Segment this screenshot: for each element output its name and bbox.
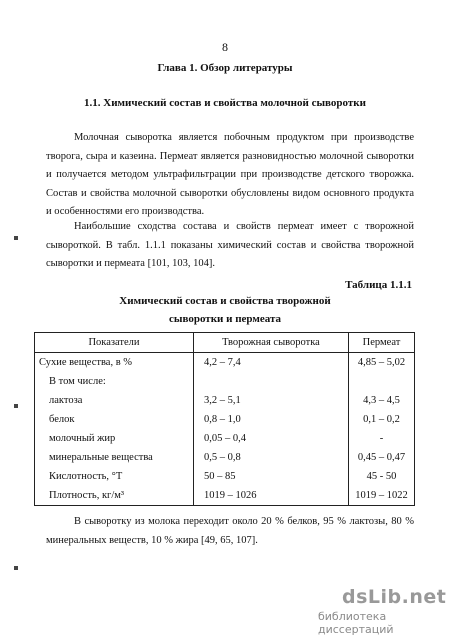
header-permeate: Пермеат	[349, 333, 415, 353]
composition-table	[34, 332, 415, 506]
table-row	[35, 410, 415, 429]
table-row	[35, 467, 415, 486]
table-label: Таблица 1.1.1	[345, 279, 412, 291]
row-permeate-value: 0,1 – 0,2	[349, 410, 415, 429]
watermark-logo: dsLib.net	[342, 586, 447, 608]
table-row	[35, 429, 415, 448]
row-curd-whey-value: 4,2 – 7,4	[194, 353, 349, 373]
chapter-title: Глава 1. Обзор литературы	[157, 62, 293, 74]
row-curd-whey-value: 3,2 – 5,1	[194, 391, 349, 410]
header-indicators: Показатели	[35, 333, 194, 353]
table-caption-line-1: Химический состав и свойства творожной	[119, 295, 331, 307]
paragraph-3-text: В сыворотку из молока переходит около 20 % белков, 95 % лактозы, 80 % минеральных веществ, 10 % жира [49, 65, 107].	[46, 516, 414, 546]
table-header-row	[35, 333, 415, 353]
row-label: минеральные вещества	[35, 448, 194, 467]
header-curd-whey: Творожная сыворотка	[194, 333, 349, 353]
scan-margin-mark	[14, 236, 18, 240]
row-curd-whey-value: 0,05 – 0,4	[194, 429, 349, 448]
scan-margin-mark	[14, 404, 18, 408]
row-permeate-value: 0,45 – 0,47	[349, 448, 415, 467]
row-label: В том числе:	[35, 372, 194, 391]
row-permeate-value	[349, 372, 415, 391]
row-curd-whey-value: 0,5 – 0,8	[194, 448, 349, 467]
paragraph-2-text: Наибольшие сходства состава и свойств пермеат имеет с творожной сывороткой. В табл. 1.1.1 показаны химический состав и свойства творожной сыворотки и пермеата [101, 103, 104].	[46, 221, 414, 269]
watermark-tagline: библиотека диссертаций	[318, 610, 394, 636]
row-permeate-value: 1019 – 1022	[349, 486, 415, 506]
table-row	[35, 372, 415, 391]
row-label: Кислотность, °Т	[35, 467, 194, 486]
table-row	[35, 353, 415, 373]
row-curd-whey-value: 1019 – 1026	[194, 486, 349, 506]
scan-margin-mark	[14, 566, 18, 570]
row-label: белок	[35, 410, 194, 429]
paragraph-1-text: Молочная сыворотка является побочным продуктом при производстве творога, сыра и казеина. Пермеат является разновидностью молочной сыворотки и получается методом ультрафильтрации при производстве детского творожка. Состав и свойства молочной сыворотки обусловлены видом основного продукта и особенностями его производства.	[46, 132, 414, 217]
row-label: молочный жир	[35, 429, 194, 448]
table-row	[35, 391, 415, 410]
row-permeate-value: -	[349, 429, 415, 448]
table-row	[35, 486, 415, 506]
paragraph-1	[46, 129, 414, 222]
row-curd-whey-value	[194, 372, 349, 391]
row-permeate-value: 4,3 – 4,5	[349, 391, 415, 410]
row-curd-whey-value: 0,8 – 1,0	[194, 410, 349, 429]
paragraph-2	[46, 218, 414, 274]
row-label: лактоза	[35, 391, 194, 410]
paragraph-3	[46, 513, 414, 550]
row-permeate-value: 45 - 50	[349, 467, 415, 486]
row-label: Сухие вещества, в %	[35, 353, 194, 373]
section-title: 1.1. Химический состав и свойства молочной сыворотки	[84, 97, 366, 109]
row-curd-whey-value: 50 – 85	[194, 467, 349, 486]
table-row	[35, 448, 415, 467]
row-label: Плотность, кг/м³	[35, 486, 194, 506]
row-permeate-value: 4,85 – 5,02	[349, 353, 415, 373]
page-number: 8	[222, 40, 228, 54]
table-caption-line-2: сыворотки и пермеата	[168, 313, 282, 325]
